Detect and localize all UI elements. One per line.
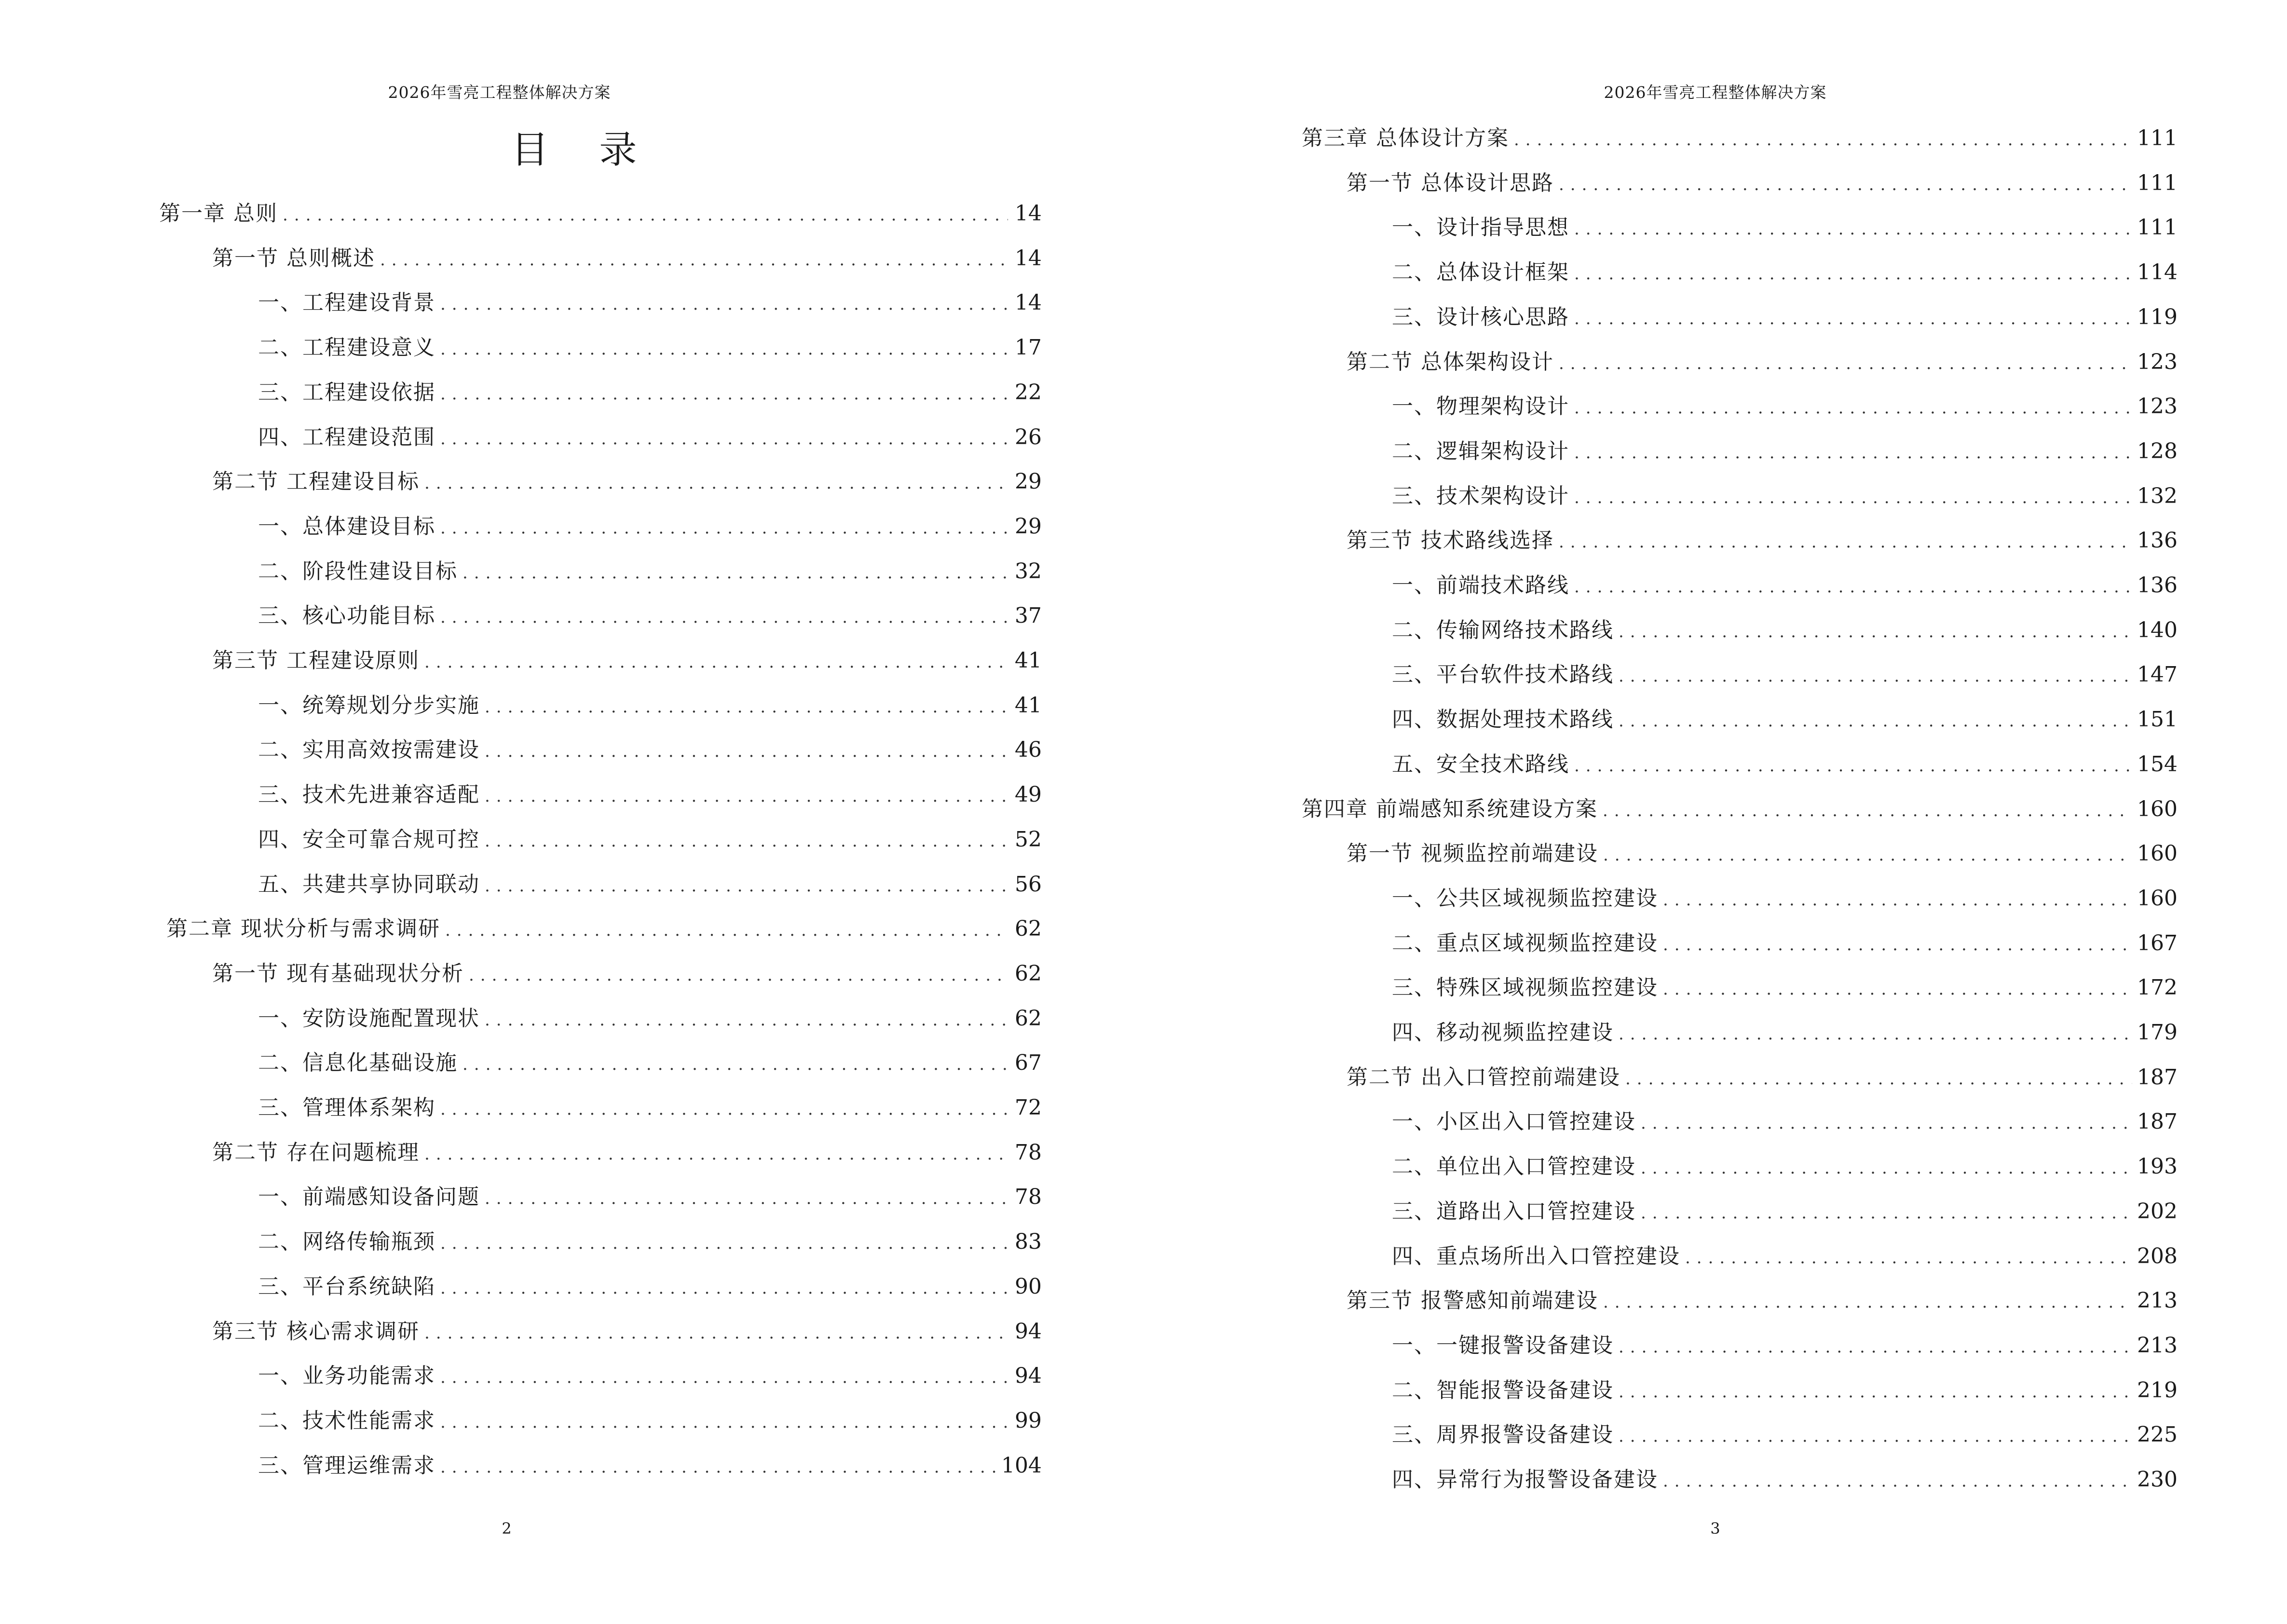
toc-entry-page: 132 bbox=[2137, 483, 2178, 508]
toc-entry-page: 56 bbox=[1015, 872, 1042, 897]
toc-leader-dots bbox=[485, 876, 1008, 896]
toc-entry[interactable] bbox=[1392, 1015, 2178, 1044]
toc-leader-dots bbox=[440, 1279, 1008, 1298]
toc-entry[interactable] bbox=[258, 1045, 1042, 1074]
toc-leader-dots bbox=[1619, 622, 2132, 641]
toc-entry[interactable] bbox=[258, 732, 1042, 761]
toc-entry[interactable] bbox=[1347, 1283, 2178, 1312]
toc-entry-page: 160 bbox=[2137, 796, 2178, 821]
toc-entry-page: 37 bbox=[1015, 603, 1042, 628]
toc-entry-page: 160 bbox=[2137, 841, 2178, 866]
page-number: 2 bbox=[502, 1519, 512, 1538]
toc-entry-label: 一、一键报警设备建设 bbox=[1392, 1333, 1614, 1358]
toc-entry-label: 一、业务功能需求 bbox=[258, 1364, 436, 1389]
toc-entry-page: 230 bbox=[2137, 1467, 2178, 1492]
toc-entry-page: 193 bbox=[2137, 1154, 2178, 1179]
toc-entry-page: 179 bbox=[2137, 1020, 2178, 1045]
toc-entry-page: 78 bbox=[1015, 1140, 1042, 1165]
toc-entry[interactable] bbox=[1392, 1194, 2178, 1223]
toc-entry[interactable] bbox=[159, 196, 1042, 225]
toc-entry-page: 208 bbox=[2137, 1243, 2178, 1269]
toc-leader-dots bbox=[1514, 130, 2132, 150]
toc-entry-label: 三、工程建设依据 bbox=[258, 380, 436, 405]
toc-entry-page: 62 bbox=[1015, 961, 1042, 986]
toc-leader-dots bbox=[485, 697, 1008, 717]
toc-entry[interactable] bbox=[258, 1448, 1042, 1477]
toc-leader-dots bbox=[1619, 1382, 2132, 1402]
toc-entry-page: 14 bbox=[1015, 246, 1042, 271]
toc-leader-dots bbox=[1663, 980, 2132, 999]
toc-entry-label: 四、移动视频监控建设 bbox=[1392, 1020, 1614, 1045]
toc-entry[interactable] bbox=[258, 554, 1042, 583]
toc-entry[interactable] bbox=[1392, 255, 2178, 284]
toc-leader-dots bbox=[485, 1189, 1008, 1208]
toc-entry-page: 123 bbox=[2137, 349, 2178, 374]
toc-entry-page: 49 bbox=[1015, 782, 1042, 807]
toc-entry[interactable] bbox=[1392, 1462, 2178, 1491]
toc-entry-page: 41 bbox=[1015, 693, 1042, 718]
toc-entry-label: 一、前端感知设备问题 bbox=[258, 1185, 480, 1210]
toc-entry-page: 14 bbox=[1015, 290, 1042, 315]
toc-entry-page: 111 bbox=[2137, 170, 2178, 195]
toc-entry-page: 172 bbox=[2137, 975, 2178, 1000]
toc-entry-label: 第三章 总体设计方案 bbox=[1302, 126, 1509, 150]
toc-entry-page: 32 bbox=[1015, 559, 1042, 584]
toc-leader-dots bbox=[1641, 1114, 2132, 1133]
toc-leader-dots bbox=[1574, 219, 2132, 239]
toc-leader-dots bbox=[424, 1145, 1008, 1164]
toc-entry-label: 一、物理架构设计 bbox=[1392, 394, 1569, 419]
toc-entry[interactable] bbox=[212, 1314, 1042, 1343]
toc-entry[interactable] bbox=[258, 867, 1042, 896]
toc-entry-label: 一、前端技术路线 bbox=[1392, 573, 1569, 598]
toc-entry-page: 17 bbox=[1015, 335, 1042, 360]
toc-entry[interactable] bbox=[1392, 1239, 2178, 1268]
toc-page-right bbox=[1144, 0, 2287, 1624]
toc-entry-label: 第二节 工程建设目标 bbox=[212, 469, 420, 494]
toc-entry-label: 二、工程建设意义 bbox=[258, 335, 436, 360]
toc-entry-page: 90 bbox=[1015, 1274, 1042, 1299]
toc-entry[interactable] bbox=[1392, 1373, 2178, 1402]
toc-entry-page: 167 bbox=[2137, 930, 2178, 955]
toc-title: 目 录 bbox=[511, 128, 656, 172]
toc-entry[interactable] bbox=[1392, 702, 2178, 731]
toc-leader-dots bbox=[463, 563, 1008, 583]
toc-entry-label: 二、网络传输瓶颈 bbox=[258, 1229, 436, 1255]
toc-entry[interactable] bbox=[1347, 523, 2178, 552]
toc-leader-dots bbox=[440, 519, 1008, 538]
toc-entry-label: 一、总体建设目标 bbox=[258, 514, 436, 539]
toc-entry-label: 第一节 现有基础现状分析 bbox=[212, 961, 464, 986]
toc-entry[interactable] bbox=[1392, 881, 2178, 910]
toc-leader-dots bbox=[1603, 1293, 2132, 1312]
toc-leader-dots bbox=[1574, 577, 2132, 597]
toc-leader-dots bbox=[1574, 756, 2132, 776]
toc-entry-label: 二、信息化基础设施 bbox=[258, 1051, 458, 1076]
toc-entry-page: 14 bbox=[1015, 201, 1042, 226]
toc-entry-label: 三、核心功能目标 bbox=[258, 603, 436, 628]
page-number: 3 bbox=[1710, 1519, 1720, 1538]
toc-leader-dots bbox=[1619, 1024, 2132, 1044]
toc-entry-label: 三、设计核心思路 bbox=[1392, 304, 1569, 329]
toc-entry-label: 第三节 核心需求调研 bbox=[212, 1319, 420, 1344]
toc-entry-page: 123 bbox=[2137, 394, 2178, 419]
toc-entry-page: 128 bbox=[2137, 438, 2178, 464]
toc-entry-label: 三、平台软件技术路线 bbox=[1392, 662, 1614, 687]
toc-entry[interactable] bbox=[1392, 478, 2178, 507]
toc-entry-page: 114 bbox=[2137, 260, 2178, 285]
toc-entry-page: 62 bbox=[1015, 916, 1042, 942]
toc-entry-page: 29 bbox=[1015, 514, 1042, 539]
toc-leader-dots bbox=[424, 653, 1008, 672]
toc-entry[interactable] bbox=[212, 643, 1042, 672]
toc-leader-dots bbox=[485, 832, 1008, 851]
toc-entry-label: 第一章 总则 bbox=[159, 201, 278, 226]
toc-leader-dots bbox=[1619, 1337, 2132, 1357]
toc-entry-label: 第一节 总体设计思路 bbox=[1347, 170, 1554, 195]
toc-entry[interactable] bbox=[258, 285, 1042, 314]
toc-entry[interactable] bbox=[258, 375, 1042, 404]
toc-entry[interactable] bbox=[258, 1403, 1042, 1432]
toc-entry-page: 41 bbox=[1015, 648, 1042, 673]
running-header: 2026年雪亮工程整体解决方案 bbox=[1604, 83, 1827, 102]
toc-entry-label: 第三节 工程建设原则 bbox=[212, 648, 420, 673]
toc-entry[interactable] bbox=[258, 1224, 1042, 1253]
toc-entry-page: 104 bbox=[1001, 1453, 1042, 1478]
toc-entry[interactable] bbox=[1347, 165, 2178, 194]
toc-leader-dots bbox=[424, 474, 1008, 493]
toc-entry-label: 二、传输网络技术路线 bbox=[1392, 617, 1614, 642]
toc-leader-dots bbox=[440, 608, 1008, 627]
toc-entry[interactable] bbox=[1392, 210, 2178, 239]
toc-entry[interactable] bbox=[258, 509, 1042, 538]
toc-entry[interactable] bbox=[212, 956, 1042, 985]
toc-entry-label: 三、特殊区域视频监控建设 bbox=[1392, 975, 1658, 1000]
toc-entry-label: 第二节 出入口管控前端建设 bbox=[1347, 1064, 1620, 1090]
toc-entry[interactable] bbox=[258, 1269, 1042, 1298]
toc-entry-page: 83 bbox=[1015, 1229, 1042, 1255]
toc-entry[interactable] bbox=[1347, 1060, 2178, 1089]
toc-leader-dots bbox=[1641, 1203, 2132, 1223]
toc-entry-page: 94 bbox=[1015, 1364, 1042, 1389]
toc-entry[interactable] bbox=[1392, 613, 2178, 641]
toc-leader-dots bbox=[1663, 890, 2132, 910]
toc-entry[interactable] bbox=[1392, 970, 2178, 999]
toc-entry-page: 187 bbox=[2137, 1109, 2178, 1134]
toc-entry[interactable] bbox=[1392, 1149, 2178, 1178]
toc-entry-label: 一、安防设施配置现状 bbox=[258, 1006, 480, 1031]
toc-entry-page: 22 bbox=[1015, 380, 1042, 405]
toc-entry-label: 三、技术先进兼容适配 bbox=[258, 782, 480, 807]
toc-entry[interactable] bbox=[1302, 792, 2178, 820]
toc-entry[interactable] bbox=[1392, 747, 2178, 776]
toc-entry-label: 一、统筹规划分步实施 bbox=[258, 693, 480, 718]
toc-entry[interactable] bbox=[1392, 1328, 2178, 1357]
toc-leader-dots bbox=[463, 1055, 1008, 1074]
toc-entry[interactable] bbox=[258, 777, 1042, 806]
toc-entry-label: 二、阶段性建设目标 bbox=[258, 559, 458, 584]
toc-entry-label: 二、总体设计框架 bbox=[1392, 260, 1569, 285]
toc-entry-label: 二、智能报警设备建设 bbox=[1392, 1378, 1614, 1403]
toc-entry-page: 119 bbox=[2137, 304, 2178, 329]
toc-entry-page: 140 bbox=[2137, 617, 2178, 642]
toc-entry-page: 225 bbox=[2137, 1422, 2178, 1447]
toc-entry-page: 147 bbox=[2137, 662, 2178, 687]
toc-entry-page: 151 bbox=[2137, 707, 2178, 732]
toc-entry-page: 67 bbox=[1015, 1051, 1042, 1076]
toc-entry-label: 二、实用高效按需建设 bbox=[258, 737, 480, 763]
toc-leader-dots bbox=[445, 921, 1008, 940]
toc-entry[interactable] bbox=[1347, 344, 2178, 373]
toc-entry-page: 187 bbox=[2137, 1064, 2178, 1090]
toc-leader-dots bbox=[1559, 532, 2132, 552]
toc-leader-dots bbox=[1574, 398, 2132, 418]
toc-entry[interactable] bbox=[212, 241, 1042, 270]
toc-entry[interactable] bbox=[1392, 926, 2178, 955]
toc-entry[interactable] bbox=[1302, 121, 2178, 150]
toc-entry-page: 219 bbox=[2137, 1378, 2178, 1403]
toc-entry-page: 213 bbox=[2137, 1288, 2178, 1313]
toc-entry-label: 三、道路出入口管控建设 bbox=[1392, 1199, 1636, 1224]
toc-entry-page: 52 bbox=[1015, 827, 1042, 852]
toc-entry-label: 四、工程建设范围 bbox=[258, 424, 436, 450]
running-header: 2026年雪亮工程整体解决方案 bbox=[388, 83, 611, 102]
toc-entry-label: 二、单位出入口管控建设 bbox=[1392, 1154, 1636, 1179]
toc-leader-dots bbox=[1619, 711, 2132, 731]
toc-entry-page: 136 bbox=[2137, 573, 2178, 598]
toc-entry-label: 四、安全可靠合规可控 bbox=[258, 827, 480, 852]
toc-leader-dots bbox=[1559, 175, 2132, 194]
toc-leader-dots bbox=[1663, 935, 2132, 955]
toc-entry-label: 第二节 存在问题梳理 bbox=[212, 1140, 420, 1165]
toc-entry-label: 四、异常行为报警设备建设 bbox=[1392, 1467, 1658, 1492]
toc-entry[interactable] bbox=[1392, 389, 2178, 418]
toc-entry-label: 四、数据处理技术路线 bbox=[1392, 707, 1614, 732]
toc-leader-dots bbox=[440, 1458, 996, 1477]
toc-leader-dots bbox=[440, 340, 1008, 359]
toc-entry-page: 111 bbox=[2137, 215, 2178, 240]
toc-entry-label: 一、设计指导思想 bbox=[1392, 215, 1569, 240]
toc-entry-label: 三、技术架构设计 bbox=[1392, 483, 1569, 508]
toc-entry-label: 三、管理运维需求 bbox=[258, 1453, 436, 1478]
toc-leader-dots bbox=[440, 1413, 1008, 1432]
toc-leader-dots bbox=[1574, 488, 2132, 507]
toc-entry-label: 第一节 总则概述 bbox=[212, 246, 375, 271]
toc-entry-label: 三、平台系统缺陷 bbox=[258, 1274, 436, 1299]
toc-entry[interactable] bbox=[258, 330, 1042, 359]
toc-entry[interactable] bbox=[258, 688, 1042, 717]
toc-leader-dots bbox=[424, 1324, 1008, 1343]
toc-leader-dots bbox=[380, 250, 1008, 270]
toc-entry-label: 第二章 现状分析与需求调研 bbox=[166, 916, 440, 942]
toc-leader-dots bbox=[1603, 801, 2132, 820]
toc-leader-dots bbox=[440, 295, 1008, 314]
toc-leader-dots bbox=[283, 205, 1008, 225]
toc-entry[interactable] bbox=[1392, 568, 2178, 597]
toc-entry-label: 三、周界报警设备建设 bbox=[1392, 1422, 1614, 1447]
toc-leader-dots bbox=[440, 384, 1008, 404]
toc-entry[interactable] bbox=[258, 598, 1042, 627]
toc-entry-page: 29 bbox=[1015, 469, 1042, 494]
toc-leader-dots bbox=[440, 1368, 1008, 1387]
toc-leader-dots bbox=[440, 1234, 1008, 1253]
toc-leader-dots bbox=[1641, 1159, 2132, 1178]
toc-entry-page: 202 bbox=[2137, 1199, 2178, 1224]
toc-entry[interactable] bbox=[1392, 657, 2178, 686]
toc-leader-dots bbox=[1619, 1427, 2132, 1446]
toc-entry[interactable] bbox=[258, 822, 1042, 851]
toc-entry[interactable] bbox=[258, 1090, 1042, 1119]
toc-entry[interactable] bbox=[258, 1179, 1042, 1208]
toc-leader-dots bbox=[1603, 846, 2132, 865]
toc-leader-dots bbox=[440, 1100, 1008, 1119]
toc-entry[interactable] bbox=[212, 1135, 1042, 1164]
toc-entry-page: 26 bbox=[1015, 424, 1042, 450]
toc-leader-dots bbox=[485, 787, 1008, 806]
toc-leader-dots bbox=[1685, 1248, 2132, 1268]
toc-entry[interactable] bbox=[258, 420, 1042, 449]
toc-leader-dots bbox=[469, 966, 1008, 985]
toc-entry-page: 72 bbox=[1015, 1095, 1042, 1120]
toc-entry-label: 二、逻辑架构设计 bbox=[1392, 438, 1569, 464]
toc-leader-dots bbox=[485, 742, 1008, 761]
toc-entry-label: 第二节 总体架构设计 bbox=[1347, 349, 1554, 374]
toc-leader-dots bbox=[1574, 264, 2132, 284]
toc-leader-dots bbox=[485, 1010, 1008, 1030]
toc-leader-dots bbox=[440, 429, 1008, 449]
toc-entry-page: 154 bbox=[2137, 751, 2178, 777]
toc-entry-label: 一、公共区域视频监控建设 bbox=[1392, 886, 1658, 911]
toc-leader-dots bbox=[1574, 309, 2132, 328]
toc-entry-label: 一、工程建设背景 bbox=[258, 290, 436, 315]
toc-entry-label: 三、管理体系架构 bbox=[258, 1095, 436, 1120]
toc-entry[interactable] bbox=[1347, 836, 2178, 865]
toc-leader-dots bbox=[1574, 443, 2132, 463]
toc-entry[interactable] bbox=[212, 464, 1042, 493]
toc-entry[interactable] bbox=[258, 1358, 1042, 1387]
toc-entry-label: 第四章 前端感知系统建设方案 bbox=[1302, 796, 1598, 821]
toc-entry-label: 五、共建共享协同联动 bbox=[258, 872, 480, 897]
toc-entry-label: 二、重点区域视频监控建设 bbox=[1392, 930, 1658, 955]
toc-entry-label: 第三节 报警感知前端建设 bbox=[1347, 1288, 1598, 1313]
toc-entry-page: 46 bbox=[1015, 737, 1042, 763]
toc-leader-dots bbox=[1625, 1069, 2132, 1089]
toc-entry[interactable] bbox=[1392, 300, 2178, 328]
toc-entry-page: 99 bbox=[1015, 1408, 1042, 1433]
toc-entry-page: 213 bbox=[2137, 1333, 2178, 1358]
toc-entry-label: 一、小区出入口管控建设 bbox=[1392, 1109, 1636, 1134]
toc-entry[interactable] bbox=[258, 1001, 1042, 1030]
toc-entry[interactable] bbox=[1392, 434, 2178, 463]
toc-entry-label: 五、安全技术路线 bbox=[1392, 751, 1569, 777]
toc-leader-dots bbox=[1619, 667, 2132, 686]
toc-entry[interactable] bbox=[1392, 1104, 2178, 1133]
toc-entry-page: 78 bbox=[1015, 1185, 1042, 1210]
toc-entry-label: 第一节 视频监控前端建设 bbox=[1347, 841, 1598, 866]
toc-entry-page: 136 bbox=[2137, 528, 2178, 553]
toc-entry-page: 111 bbox=[2137, 126, 2178, 150]
toc-entry-page: 160 bbox=[2137, 886, 2178, 911]
toc-entry-page: 62 bbox=[1015, 1006, 1042, 1031]
toc-entry[interactable] bbox=[1392, 1417, 2178, 1446]
toc-entry-label: 第三节 技术路线选择 bbox=[1347, 528, 1554, 553]
toc-leader-dots bbox=[1663, 1472, 2132, 1491]
toc-entry-label: 二、技术性能需求 bbox=[258, 1408, 436, 1433]
toc-leader-dots bbox=[1559, 354, 2132, 373]
toc-entry[interactable] bbox=[166, 911, 1042, 940]
toc-entry-page: 94 bbox=[1015, 1319, 1042, 1344]
toc-entry-label: 四、重点场所出入口管控建设 bbox=[1392, 1243, 1680, 1269]
